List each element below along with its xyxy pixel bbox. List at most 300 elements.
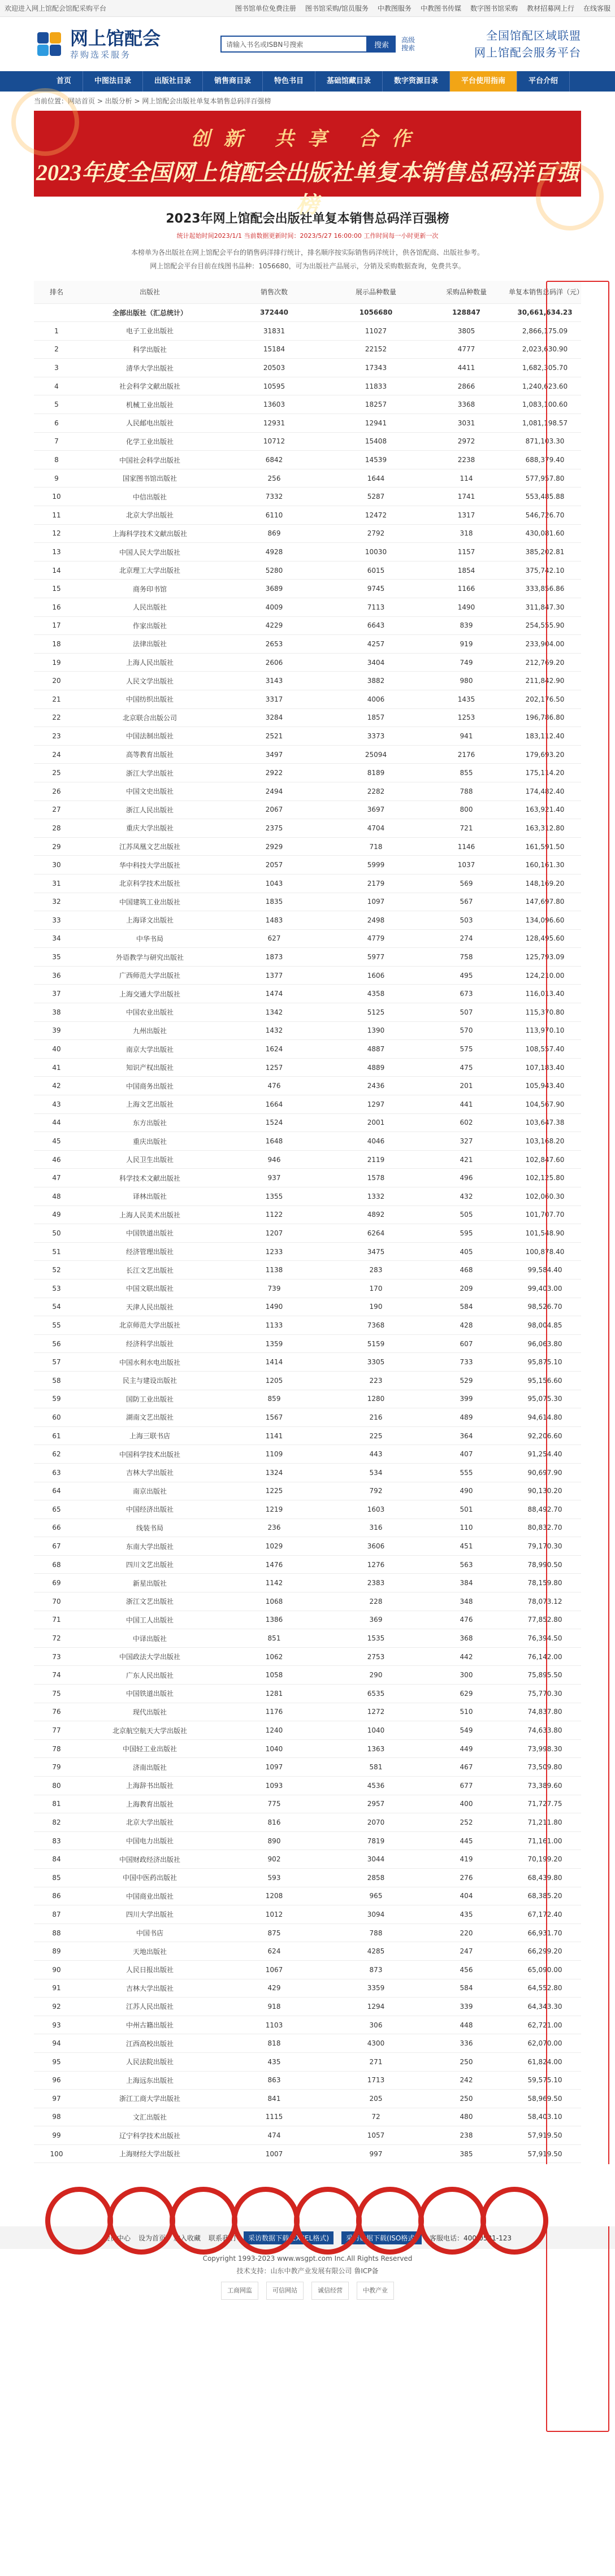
row-publisher[interactable]: 中华书局 <box>79 929 220 948</box>
row-purchase-count: 300 <box>424 1666 509 1685</box>
row-rank: 67 <box>34 1537 79 1556</box>
top-link-media[interactable]: 中教图书传媒 <box>420 5 461 12</box>
row-publisher[interactable]: 广西师范大学出版社 <box>79 966 220 985</box>
row-rank: 93 <box>34 2016 79 2034</box>
row-purchase-count: 385 <box>424 2144 509 2163</box>
row-sales-count: 1012 <box>220 1905 328 1924</box>
row-total-value: 66,931.70 <box>509 1924 581 1942</box>
row-display-count: 3606 <box>328 1537 424 1556</box>
row-purchase-count: 400 <box>424 1795 509 1813</box>
row-publisher[interactable]: 机械工业出版社 <box>79 395 220 414</box>
row-publisher[interactable]: 中国电力出版社 <box>79 1831 220 1850</box>
nav-item-5[interactable]: 基础馆藏目录 <box>315 71 383 92</box>
row-publisher[interactable]: 人民文学出版社 <box>79 672 220 690</box>
row-publisher[interactable]: 中国社会科学出版社 <box>79 451 220 469</box>
row-publisher[interactable]: 中国科学技术出版社 <box>79 1445 220 1464</box>
top-link-textbook[interactable]: 教材招募网上行 <box>526 5 574 12</box>
row-sales-count: 1097 <box>220 1758 328 1777</box>
nav-item-0[interactable]: 首页 <box>45 71 83 92</box>
row-total-value: 62,721.00 <box>509 2016 581 2034</box>
row-total-value: 202,176.50 <box>509 690 581 708</box>
table-row <box>34 1224 581 1243</box>
row-publisher[interactable]: 北京大学出版社 <box>79 1813 220 1832</box>
row-publisher[interactable]: 北京师范大学出版社 <box>79 1316 220 1335</box>
row-total-value: 101,707.70 <box>509 1206 581 1224</box>
download-iso-button[interactable]: 采访数据下载(ISO格式) <box>341 2231 422 2244</box>
row-publisher[interactable]: 知识产权出版社 <box>79 1058 220 1077</box>
row-publisher[interactable]: 新星出版社 <box>79 1574 220 1592</box>
row-publisher[interactable]: 中国轻工业出版社 <box>79 1739 220 1758</box>
search-button[interactable]: 搜索 <box>367 36 396 53</box>
row-publisher[interactable]: 中国文史出版社 <box>79 782 220 800</box>
row-publisher[interactable]: 天地出版社 <box>79 1942 220 1961</box>
row-publisher[interactable]: 经济管理出版社 <box>79 1242 220 1261</box>
table-row <box>34 1960 581 1979</box>
row-rank: 87 <box>34 1905 79 1924</box>
table-row <box>34 1058 581 1077</box>
row-display-count: 3305 <box>328 1353 424 1372</box>
table-row <box>34 985 581 1003</box>
row-publisher[interactable]: 化学工业出版社 <box>79 432 220 451</box>
nav-item-7[interactable]: 平台使用指南 <box>450 71 517 92</box>
col-header-purchase-count: 采购品种数量 <box>424 281 509 303</box>
top-link-service[interactable]: 中教图服务 <box>377 5 412 12</box>
row-publisher[interactable]: 中国文联出版社 <box>79 1279 220 1298</box>
nav-item-3[interactable]: 销售商目录 <box>203 71 263 92</box>
row-display-count: 2858 <box>328 1868 424 1887</box>
row-publisher[interactable]: 中国财政经济出版社 <box>79 1850 220 1869</box>
row-total-value: 57,919.50 <box>509 2144 581 2163</box>
row-publisher[interactable]: 中国水利水电出版社 <box>79 1353 220 1372</box>
row-display-count: 581 <box>328 1758 424 1777</box>
row-publisher[interactable]: 中信出版社 <box>79 488 220 506</box>
row-purchase-count: 1166 <box>424 580 509 598</box>
row-purchase-count: 749 <box>424 653 509 672</box>
row-publisher[interactable]: 上海三联书店 <box>79 1426 220 1445</box>
row-total-value: 96,063.80 <box>509 1334 581 1353</box>
row-display-count: 3404 <box>328 653 424 672</box>
row-purchase-count: 758 <box>424 948 509 967</box>
row-purchase-count: 1253 <box>424 708 509 727</box>
nav-item-4[interactable]: 特色书目 <box>263 71 315 92</box>
row-rank: 19 <box>34 653 79 672</box>
row-publisher[interactable]: 南京出版社 <box>79 1482 220 1500</box>
row-purchase-count: 570 <box>424 1021 509 1040</box>
table-row <box>34 1353 581 1372</box>
row-publisher[interactable]: 九州出版社 <box>79 1021 220 1040</box>
col-header-display-count: 展示品种数量 <box>328 281 424 303</box>
table-row <box>34 1113 581 1132</box>
row-publisher[interactable]: 上海人民出版社 <box>79 653 220 672</box>
table-row <box>34 1758 581 1777</box>
table-row <box>34 395 581 414</box>
row-rank: 66 <box>34 1518 79 1537</box>
row-publisher[interactable]: 济南出版社 <box>79 1758 220 1777</box>
row-purchase-count: 855 <box>424 764 509 782</box>
row-rank: 94 <box>34 2034 79 2053</box>
row-publisher[interactable]: 人民出版社 <box>79 598 220 617</box>
brand-subtitle: 荐购选采服务 <box>70 49 132 60</box>
row-total-value: 108,557.40 <box>509 1040 581 1059</box>
table-row <box>34 1831 581 1850</box>
row-purchase-count: 507 <box>424 1003 509 1022</box>
row-publisher[interactable]: 中国人民大学出版社 <box>79 543 220 562</box>
table-row <box>34 1813 581 1832</box>
row-publisher[interactable]: 江西高校出版社 <box>79 2034 220 2053</box>
row-publisher[interactable]: 北京航空航天大学出版社 <box>79 1721 220 1740</box>
row-total-value: 871,103.30 <box>509 432 581 451</box>
row-total-value: 212,769.20 <box>509 653 581 672</box>
row-publisher[interactable]: 重庆出版社 <box>79 1132 220 1151</box>
row-sales-count: 6842 <box>220 451 328 469</box>
row-rank: 33 <box>34 911 79 930</box>
row-display-count: 1644 <box>328 469 424 488</box>
advanced-search-link[interactable]: 高级搜索 <box>401 36 415 52</box>
row-publisher[interactable]: 中国铁道出版社 <box>79 1685 220 1703</box>
col-header-rank: 排名 <box>34 281 79 303</box>
row-publisher[interactable]: 社会科学文献出版社 <box>79 377 220 395</box>
row-publisher[interactable]: 法律出版社 <box>79 635 220 654</box>
row-publisher[interactable]: 北京大学出版社 <box>79 506 220 525</box>
row-publisher[interactable]: 科学出版社 <box>79 340 220 359</box>
row-rank: 86 <box>34 1887 79 1905</box>
row-rank: 34 <box>34 929 79 948</box>
row-publisher[interactable]: 东南大学出版社 <box>79 1537 220 1556</box>
row-publisher[interactable]: 上海辞书出版社 <box>79 1777 220 1795</box>
row-publisher[interactable]: 文汇出版社 <box>79 2108 220 2126</box>
table-row <box>34 1555 581 1574</box>
table-row <box>34 1298 581 1316</box>
row-publisher[interactable]: 高等教育出版社 <box>79 745 220 764</box>
footer-link-favorite[interactable]: 加入收藏 <box>174 2234 201 2242</box>
row-publisher[interactable]: 科学技术文献出版社 <box>79 1169 220 1187</box>
row-publisher[interactable]: 长江文艺出版社 <box>79 1261 220 1280</box>
row-publisher[interactable]: 人民法院出版社 <box>79 2052 220 2071</box>
row-display-count: 1272 <box>328 1703 424 1721</box>
top-link-librarian[interactable]: 图书馆采购/馆员服务 <box>305 5 369 12</box>
site-logo[interactable] <box>34 28 192 60</box>
row-publisher[interactable]: 浙江工商大学出版社 <box>79 2090 220 2108</box>
row-purchase-count: 480 <box>424 2108 509 2126</box>
top-links <box>235 3 610 13</box>
row-publisher[interactable]: 民主与建设出版社 <box>79 1371 220 1390</box>
nav-item-6[interactable]: 数字资源目录 <box>383 71 450 92</box>
table-row <box>34 616 581 635</box>
badge-icon[interactable]: 诚信经营 <box>311 2282 349 2300</box>
row-publisher[interactable]: 中国铁道出版社 <box>79 1224 220 1243</box>
row-rank: 64 <box>34 1482 79 1500</box>
row-display-count: 223 <box>328 1371 424 1390</box>
row-display-count: 8189 <box>328 764 424 782</box>
table-row <box>34 893 581 911</box>
row-purchase-count: 602 <box>424 1113 509 1132</box>
table-row <box>34 1261 581 1280</box>
row-publisher[interactable]: 辽宁科学技术出版社 <box>79 2126 220 2145</box>
footer-link-member[interactable]: 会员中心 <box>103 2234 131 2242</box>
row-publisher[interactable]: 中国建筑工业出版社 <box>79 893 220 911</box>
row-rank: 76 <box>34 1703 79 1721</box>
row-total-value: 57,919.50 <box>509 2126 581 2145</box>
row-total-value: 1,240,623.60 <box>509 377 581 395</box>
row-publisher[interactable]: 人民邮电出版社 <box>79 414 220 433</box>
col-header-total-value: 单复本销售总码洋（元） <box>509 281 581 303</box>
row-total-value: 98,526.70 <box>509 1298 581 1316</box>
row-purchase-count: 1435 <box>424 690 509 708</box>
footer-link-home[interactable]: 设为首页 <box>138 2234 166 2242</box>
row-rank: 16 <box>34 598 79 617</box>
table-row <box>34 745 581 764</box>
row-publisher[interactable]: 上海科学技术文献出版社 <box>79 524 220 543</box>
row-purchase-count: 404 <box>424 1887 509 1905</box>
row-publisher[interactable]: 国家图书馆出版社 <box>79 469 220 488</box>
row-publisher[interactable]: 上海人民美术出版社 <box>79 1206 220 1224</box>
table-row <box>34 764 581 782</box>
row-total-value: 95,875.10 <box>509 1353 581 1372</box>
top-link-register[interactable]: 图书馆单位免费注册 <box>235 5 296 12</box>
row-display-count: 5287 <box>328 488 424 506</box>
row-total-value: 73,509.80 <box>509 1758 581 1777</box>
row-rank: 46 <box>34 1150 79 1169</box>
table-row <box>34 727 581 746</box>
summary-total: 30,661,634.23 <box>509 303 581 322</box>
row-rank: 52 <box>34 1261 79 1280</box>
row-publisher[interactable]: 江苏凤凰文艺出版社 <box>79 837 220 856</box>
ranking-table <box>34 281 584 2163</box>
row-publisher[interactable]: 清华大学出版社 <box>79 359 220 377</box>
row-publisher[interactable]: 译林出版社 <box>79 1187 220 1206</box>
row-publisher[interactable]: 广东人民出版社 <box>79 1666 220 1685</box>
row-purchase-count: 247 <box>424 1942 509 1961</box>
row-total-value: 161,591.50 <box>509 837 581 856</box>
row-purchase-count: 110 <box>424 1518 509 1537</box>
nav-item-8[interactable]: 平台介绍 <box>517 71 570 92</box>
row-total-value: 58,969.50 <box>509 2090 581 2108</box>
row-rank: 91 <box>34 1979 79 1998</box>
badge-icon[interactable]: 工商网监 <box>221 2282 258 2300</box>
row-sales-count: 1207 <box>220 1224 328 1243</box>
footer-link-contact[interactable]: 联系我们 <box>209 2234 236 2242</box>
row-sales-count: 1040 <box>220 1739 328 1758</box>
col-header-sales-count: 销售次数 <box>220 281 328 303</box>
row-publisher[interactable]: 人民日报出版社 <box>79 1960 220 1979</box>
row-total-value: 95,075.30 <box>509 1390 581 1408</box>
row-total-value: 68,439.80 <box>509 1868 581 1887</box>
row-sales-count: 435 <box>220 2052 328 2071</box>
row-publisher[interactable]: 湖南文艺出版社 <box>79 1408 220 1427</box>
row-publisher[interactable]: 四川文艺出版社 <box>79 1555 220 1574</box>
row-purchase-count: 114 <box>424 469 509 488</box>
search-input[interactable]: 请输入书名或ISBN号搜索 <box>220 36 367 53</box>
row-purchase-count: 318 <box>424 524 509 543</box>
row-display-count: 2282 <box>328 782 424 800</box>
row-publisher[interactable]: 天津人民出版社 <box>79 1298 220 1316</box>
row-sales-count: 1219 <box>220 1500 328 1519</box>
row-total-value: 163,312.80 <box>509 819 581 838</box>
row-rank: 62 <box>34 1445 79 1464</box>
table-row <box>34 488 581 506</box>
badge-icon[interactable]: 中教产业 <box>357 2282 394 2300</box>
table-row <box>34 2126 581 2145</box>
row-rank: 4 <box>34 377 79 395</box>
summary-display: 1056680 <box>328 303 424 322</box>
row-total-value: 71,161.00 <box>509 1831 581 1850</box>
row-purchase-count: 327 <box>424 1132 509 1151</box>
row-purchase-count: 467 <box>424 1758 509 1777</box>
nav-item-1[interactable]: 中图法目录 <box>83 71 143 92</box>
row-total-value: 101,548.90 <box>509 1224 581 1243</box>
row-total-value: 254,555.90 <box>509 616 581 635</box>
row-purchase-count: 3368 <box>424 395 509 414</box>
row-sales-count: 739 <box>220 1279 328 1298</box>
table-row <box>34 2108 581 2126</box>
row-publisher[interactable]: 中州古籍出版社 <box>79 2016 220 2034</box>
table-row <box>34 1611 581 1629</box>
row-publisher[interactable]: 中国经济出版社 <box>79 1500 220 1519</box>
badge-icon[interactable]: 可信网站 <box>266 2282 304 2300</box>
row-total-value: 73,998.30 <box>509 1739 581 1758</box>
row-publisher[interactable]: 浙江文艺出版社 <box>79 1592 220 1611</box>
row-total-value: 196,786.80 <box>509 708 581 727</box>
row-publisher[interactable]: 经济科学出版社 <box>79 1334 220 1353</box>
row-publisher[interactable]: 重庆大学出版社 <box>79 819 220 838</box>
row-publisher[interactable]: 中国纺织出版社 <box>79 690 220 708</box>
row-display-count: 4704 <box>328 819 424 838</box>
row-sales-count: 1624 <box>220 1040 328 1059</box>
row-sales-count: 627 <box>220 929 328 948</box>
row-total-value: 148,169.20 <box>509 874 581 893</box>
row-total-value: 65,090.00 <box>509 1960 581 1979</box>
row-total-value: 2,866,175.09 <box>509 322 581 341</box>
row-publisher[interactable]: 中国书店 <box>79 1924 220 1942</box>
row-sales-count: 775 <box>220 1795 328 1813</box>
row-rank: 14 <box>34 561 79 580</box>
table-row <box>34 1518 581 1537</box>
row-publisher[interactable]: 中国政法大学出版社 <box>79 1647 220 1666</box>
row-publisher[interactable]: 东方出版社 <box>79 1113 220 1132</box>
row-publisher[interactable]: 人民卫生出版社 <box>79 1150 220 1169</box>
row-publisher[interactable]: 中国商务出版社 <box>79 1077 220 1095</box>
row-purchase-count: 721 <box>424 819 509 838</box>
top-link-digital[interactable]: 数字图书馆采购 <box>470 5 518 12</box>
download-excel-button[interactable]: 采访数据下载(EXCEL格式) <box>244 2231 334 2244</box>
brand-title: 网上馆配会 <box>70 28 161 49</box>
row-display-count: 225 <box>328 1426 424 1445</box>
row-total-value: 99,403.00 <box>509 1279 581 1298</box>
row-purchase-count: 384 <box>424 1574 509 1592</box>
row-rank: 98 <box>34 2108 79 2126</box>
row-publisher[interactable]: 南京大学出版社 <box>79 1040 220 1059</box>
row-publisher[interactable]: 上海译文出版社 <box>79 911 220 930</box>
row-sales-count: 1176 <box>220 1703 328 1721</box>
table-row <box>34 856 581 874</box>
row-publisher[interactable]: 四川大学出版社 <box>79 1905 220 1924</box>
row-display-count: 283 <box>328 1261 424 1280</box>
row-rank: 72 <box>34 1629 79 1648</box>
row-publisher[interactable]: 北京科学技术出版社 <box>79 874 220 893</box>
row-total-value: 175,114.20 <box>509 764 581 782</box>
row-total-value: 62,070.00 <box>509 2034 581 2053</box>
row-total-value: 95,156.60 <box>509 1371 581 1390</box>
row-publisher[interactable]: 浙江大学出版社 <box>79 764 220 782</box>
table-row <box>34 377 581 395</box>
row-publisher[interactable]: 现代出版社 <box>79 1703 220 1721</box>
table-row <box>34 1187 581 1206</box>
row-display-count: 1603 <box>328 1500 424 1519</box>
row-publisher[interactable]: 电子工业出版社 <box>79 322 220 341</box>
row-sales-count: 1664 <box>220 1095 328 1114</box>
row-publisher[interactable]: 华中科技大学出版社 <box>79 856 220 874</box>
row-sales-count: 1007 <box>220 2144 328 2163</box>
row-publisher[interactable]: 中国法制出版社 <box>79 727 220 746</box>
row-publisher[interactable]: 国防工业出版社 <box>79 1390 220 1408</box>
row-purchase-count: 3805 <box>424 322 509 341</box>
top-link-support[interactable]: 在线客服 <box>583 5 610 12</box>
row-publisher[interactable]: 线装书局 <box>79 1518 220 1537</box>
table-row <box>34 653 581 672</box>
row-publisher[interactable]: 中译出版社 <box>79 1629 220 1648</box>
row-sales-count: 869 <box>220 524 328 543</box>
row-publisher[interactable]: 上海财经大学出版社 <box>79 2144 220 2163</box>
row-sales-count: 890 <box>220 1831 328 1850</box>
row-publisher[interactable]: 上海文艺出版社 <box>79 1095 220 1114</box>
row-rank: 27 <box>34 800 79 819</box>
row-rank: 5 <box>34 395 79 414</box>
row-display-count: 792 <box>328 1482 424 1500</box>
row-publisher[interactable]: 北京理工大学出版社 <box>79 561 220 580</box>
row-publisher[interactable]: 吉林大学出版社 <box>79 1463 220 1482</box>
slogan-line-2: 网上馆配会服务平台 <box>474 46 581 59</box>
row-rank: 68 <box>34 1555 79 1574</box>
row-sales-count: 236 <box>220 1518 328 1537</box>
row-publisher[interactable]: 江苏人民出版社 <box>79 1998 220 2016</box>
row-purchase-count: 250 <box>424 2090 509 2108</box>
table-row <box>34 690 581 708</box>
row-publisher[interactable]: 浙江人民出版社 <box>79 800 220 819</box>
row-sales-count: 2929 <box>220 837 328 856</box>
nav-item-2[interactable]: 出版社目录 <box>143 71 203 92</box>
row-publisher[interactable]: 中国商业出版社 <box>79 1887 220 1905</box>
row-publisher[interactable]: 中国中医药出版社 <box>79 1868 220 1887</box>
row-total-value: 92,206.60 <box>509 1426 581 1445</box>
table-row <box>34 1777 581 1795</box>
welcome-text: 欢迎进入网上馆配会馆配采购平台 <box>5 5 107 12</box>
row-publisher[interactable]: 外语教学与研究出版社 <box>79 948 220 967</box>
row-publisher[interactable]: 上海远东出版社 <box>79 2071 220 2090</box>
row-publisher[interactable]: 商务印书馆 <box>79 580 220 598</box>
row-sales-count: 1067 <box>220 1960 328 1979</box>
row-display-count: 6264 <box>328 1224 424 1243</box>
row-rank: 18 <box>34 635 79 654</box>
row-publisher[interactable]: 吉林大学出版社 <box>79 1979 220 1998</box>
row-display-count: 2001 <box>328 1113 424 1132</box>
row-total-value: 94,614.80 <box>509 1408 581 1427</box>
table-row <box>34 1445 581 1464</box>
row-rank: 29 <box>34 837 79 856</box>
row-publisher[interactable]: 上海交通大学出版社 <box>79 985 220 1003</box>
row-display-count: 2957 <box>328 1795 424 1813</box>
row-publisher[interactable]: 上海教育出版社 <box>79 1795 220 1813</box>
row-total-value: 375,742.10 <box>509 561 581 580</box>
row-publisher[interactable]: 中国工人出版社 <box>79 1611 220 1629</box>
row-publisher[interactable]: 北京联合出版公司 <box>79 708 220 727</box>
row-purchase-count: 421 <box>424 1150 509 1169</box>
table-row <box>34 469 581 488</box>
row-publisher[interactable]: 作家出版社 <box>79 616 220 635</box>
row-publisher[interactable]: 中国农业出版社 <box>79 1003 220 1022</box>
row-rank: 45 <box>34 1132 79 1151</box>
row-display-count: 7819 <box>328 1831 424 1850</box>
row-rank: 85 <box>34 1868 79 1887</box>
